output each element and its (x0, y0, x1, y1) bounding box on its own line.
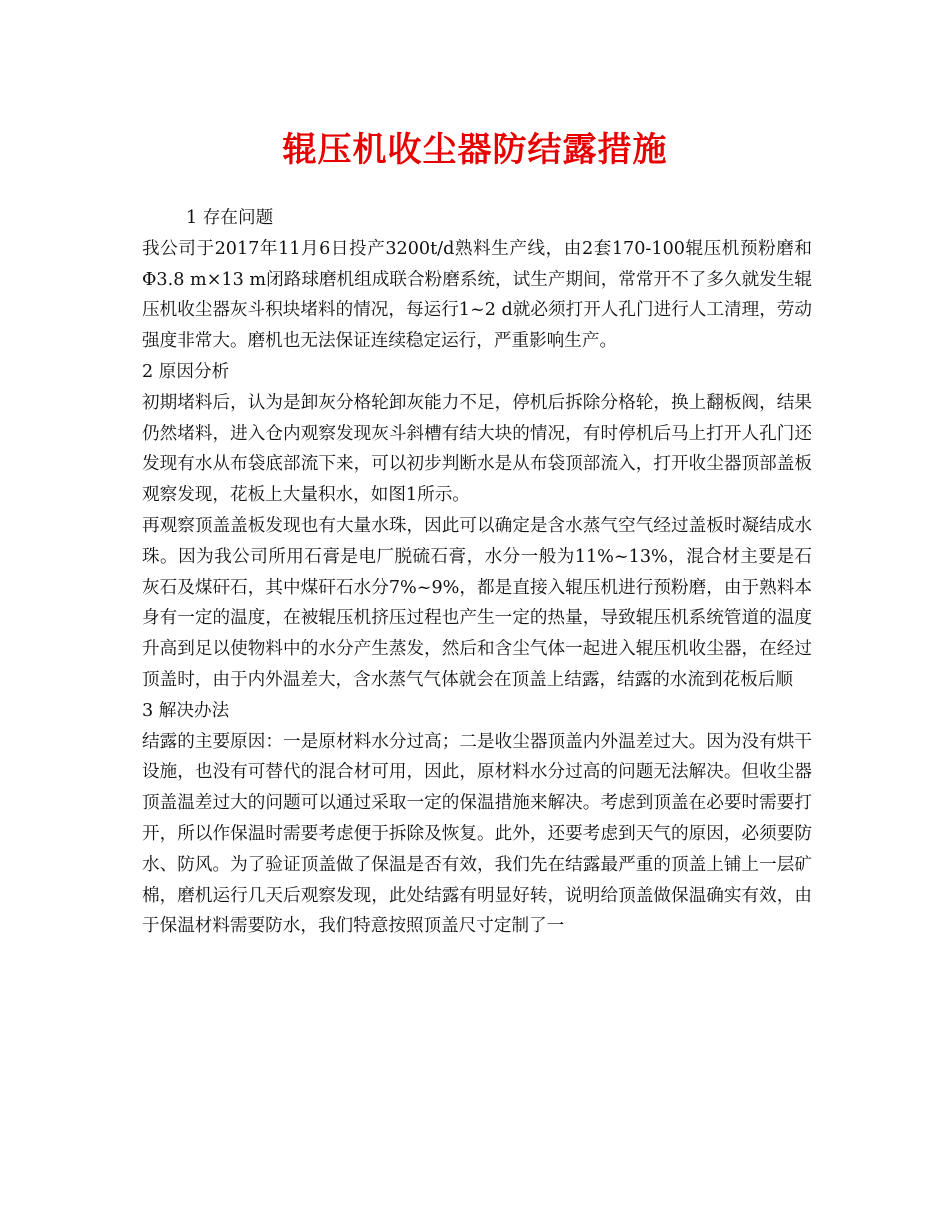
section-3-paragraph-1: 结露的主要原因：一是原材料水分过高；二是收尘器顶盖内外温差过大。因为没有烘干设施，也没有可替代的混合材可用，因此，原材料水分过高的问题无法解决。但收尘器顶盖温差过大的问题可以通过采取一定的保温措施来解决。考虑到顶盖在必要时需要打开，所以作保温时需要考虑便于拆除及恢复。此外，还要考虑到天气的原因，必须要防水、防风。为了验证顶盖做了保温是否有效，我们先在结露最严重的顶盖上铺上一层矿棉，磨机运行几天后观察发现，此处结露有明显好转，说明给顶盖做保温确实有效，由于保温材料需要防水，我们特意按照顶盖尺寸定制了一 (142, 731, 812, 937)
document-title: 辊压机收尘器防结露措施 (282, 130, 668, 170)
section-heading-1: 1 存在问题 (186, 208, 274, 228)
section-2-paragraph-1: 初期堵料后，认为是卸灰分格轮卸灰能力不足，停机后拆除分格轮，换上翻板阀，结果仍然堵料，进入仓内观察发现灰斗斜槽有结大块的情况，有时停机后马上打开人孔门还发现有水从布袋底部流下来，可以初步判断水是从布袋顶部流入，打开收尘器顶部盖板观察发现，花板上大量积水，如图1所示。 (142, 392, 812, 506)
section-2-paragraph-2: 再观察顶盖盖板发现也有大量水珠，因此可以确定是含水蒸气空气经过盖板时凝结成水珠。因为我公司所用石膏是电厂脱硫石膏，水分一般为11%~13%，混合材主要是石灰石及煤矸石，其中煤矸石水分7%~9%，都是直接入辊压机进行预粉磨，由于熟料本身有一定的温度，在被辊压机挤压过程也产生一定的热量，导致辊压机系统管道的温度升高到足以使物料中的水分产生蒸发，然后和含尘气体一起进入辊压机收尘器，在经过顶盖时，由于内外温差大，含水蒸气气体就会在顶盖上结露，结露的水流到花板后顺 (142, 515, 812, 690)
document-body (142, 203, 812, 942)
section-1-paragraph-1: 我公司于2017年11月6日投产3200t/d熟料生产线，由2套170-100辊压机预粉磨和Φ3.8 m×13 m闭路球磨机组成联合粉磨系统，试生产期间，常常开不了多久就发生辊压机收尘器灰斗积块堵料的情况，每运行1~2 d就必须打开人孔门进行人工清理，劳动强度非常大。磨机也无法保证连续稳定运行，严重影响生产。 (142, 238, 812, 352)
section-heading-2: 2 原因分析 (142, 361, 230, 382)
section-heading-3: 3 解决办法 (142, 700, 230, 721)
